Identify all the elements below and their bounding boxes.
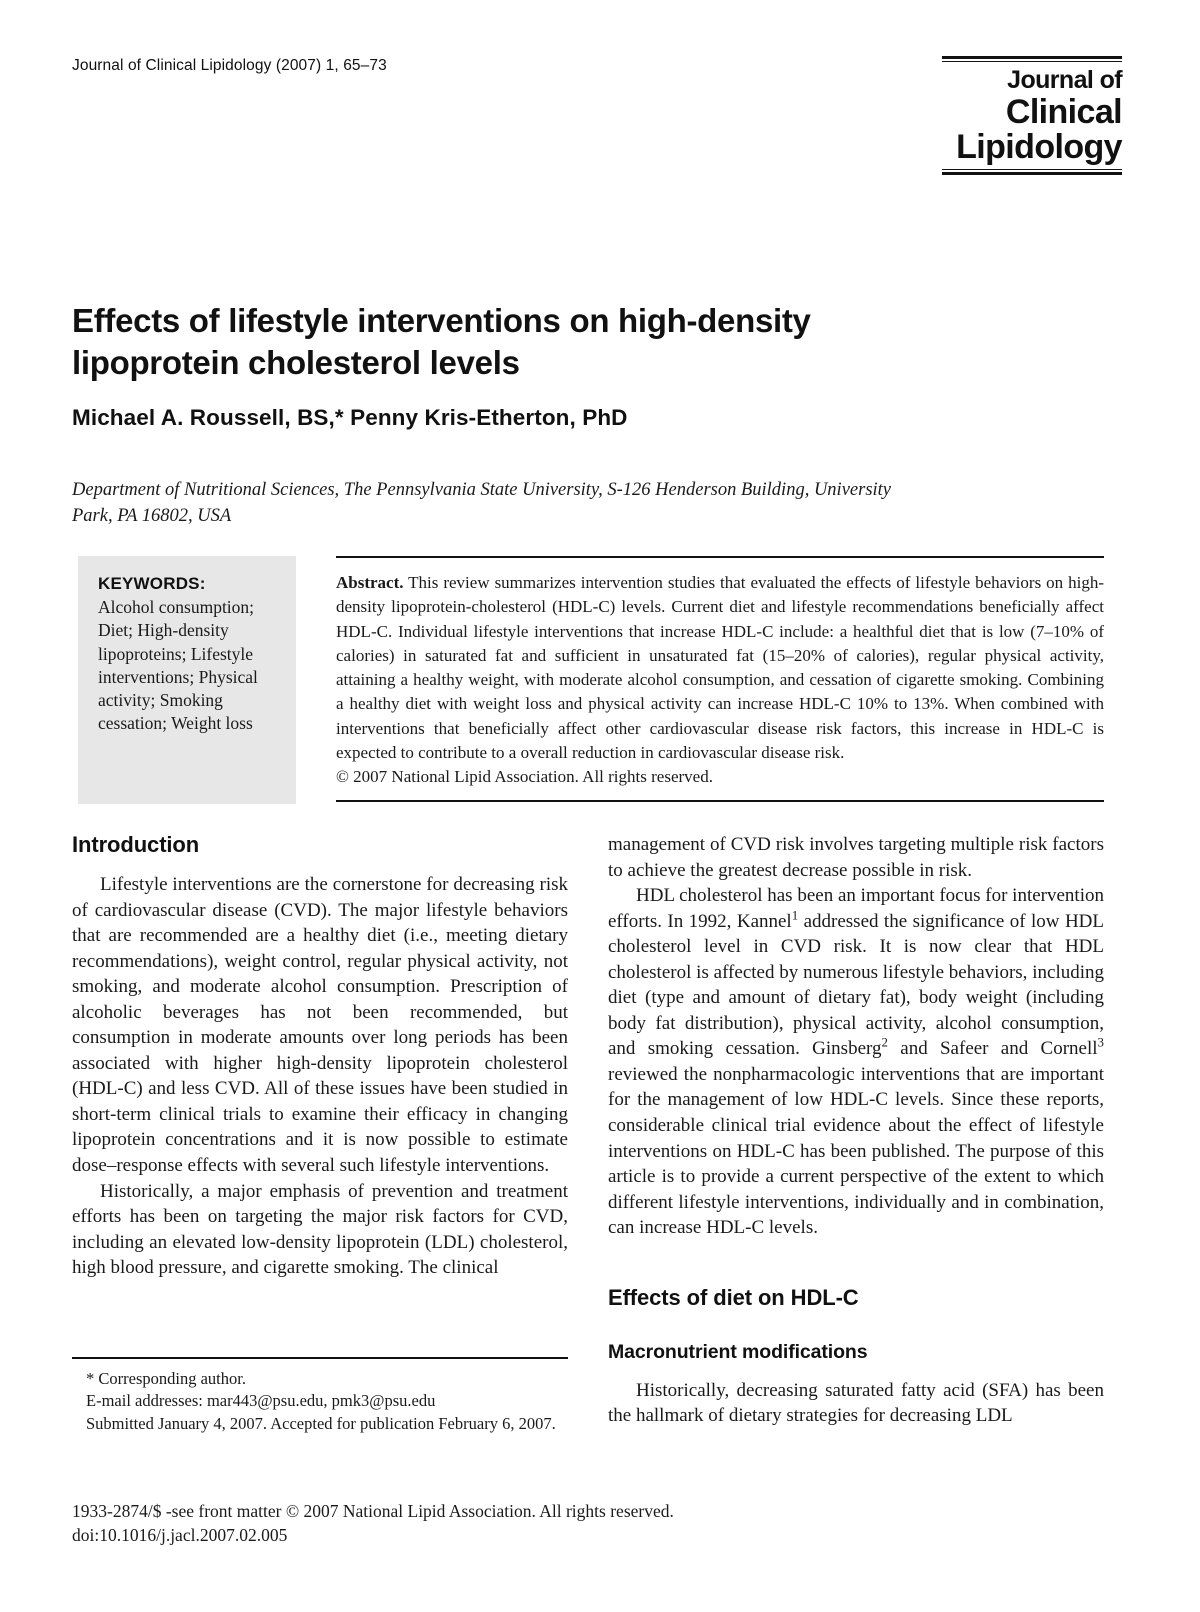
journal-logo: [942, 56, 1122, 175]
abstract-label: Abstract.: [336, 573, 404, 592]
affiliation: Department of Nutritional Sciences, The Pennsylvania State University, S-126 Henderson Building, University Park, PA 16802, USA: [72, 480, 892, 527]
logo-line-clinical: Clinical: [1005, 93, 1122, 131]
paragraph-right-2-part-d: reviewed the nonpharmacologic interventions that are important for the management of low HDL-C levels. Since these reports, considerable clinical trial evidence about the effect of lifestyle interventions on HDL-C has been published. The purpose of this article is to provide a current perspective of the extent to which different lifestyle interventions, individually and in combination, can increase HDL-C levels.: [608, 1063, 1104, 1239]
body-column-right: [608, 832, 1104, 1429]
abstract-body: This review summarizes intervention studies that evaluated the effects of lifestyle behaviors on high-density lipoprotein-cholesterol (HDL-C) levels. Current diet and lifestyle recommendations beneficially affect HDL-C. Individual lifestyle interventions that increase HDL-C include: a healthful diet that is low (7–10% of calories) in saturated fat and sufficient in unsaturated fat (15–20% of calories), regular physical activity, attaining a healthy weight, with moderate alcohol consumption, and cessation of cigarette smoking. Combining a healthy diet with weight loss and physical activity can increase HDL-C 10% to 13%. When combined with interventions that beneficially affect other cardiovascular disease risk factors, this increase in HDL-C is expected to contribute to a overall reduction in cardiovascular disease risk.: [336, 573, 1104, 763]
author-list: Michael A. Roussell, BS,* Penny Kris-Etherton, PhD: [72, 405, 628, 430]
heading-effects-of-diet: Effects of diet on HDL-C: [608, 1284, 859, 1310]
paragraph-intro-1: Lifestyle interventions are the cornerstone for decreasing risk of cardiovascular disease (CVD). The major lifestyle behaviors that are recommended are a healthy diet (i.e., meeting dietary recommendations), weight control, regular physical activity, not smoking, and moderate alcohol consumption. Prescription of alcoholic beverages has not been recommended, but consumption in moderate amounts over long periods has been associated with higher high-density lipoprotein cholesterol (HDL-C) and less CVD. All of these issues have been studied in short-term clinical trials to examine their efficacy in changing lipoprotein concentrations and it is now possible to estimate dose–response effects with several such lifestyle interventions.: [72, 874, 568, 1177]
citation-ref-3: 3: [1097, 1035, 1104, 1051]
logo-rule-top: [942, 56, 1122, 62]
paragraph-right-3: Historically, decreasing saturated fatty acid (SFA) has been the hallmark of dietary strategies for decreasing LDL: [608, 1379, 1104, 1427]
footnote-email-addresses: E-mail addresses: mar443@psu.edu, pmk3@psu.edu: [86, 1391, 436, 1411]
heading-introduction: Introduction: [72, 832, 200, 857]
abstract-block: [336, 556, 1104, 790]
paragraph-right-2-part-b: addressed the significance of low HDL cholesterol level in CVD risk. It is now clear that HDL cholesterol is affected by numerous lifestyle behaviors, including diet (type and amount of dietary fat), body weight (including body fat distribution), physical activity, alcohol consumption, and smoking cessation. Ginsberg: [608, 910, 1105, 1060]
keywords-heading: KEYWORDS:: [98, 574, 206, 593]
page-title: Effects of lifestyle interventions on high-density lipoprotein cholesterol levels: [72, 302, 811, 382]
heading-macronutrient-modifications: Macronutrient modifications: [608, 1340, 868, 1363]
logo-line-journal-of: Journal of: [1007, 66, 1122, 94]
paragraph-right-1: management of CVD risk involves targeting multiple risk factors to achieve the greatest decrease possible in risk.: [608, 834, 1104, 881]
abstract-text: [336, 571, 1104, 765]
footnote-block: [72, 1357, 568, 1435]
page-footer: [72, 1500, 972, 1548]
logo-rule-bottom: [942, 169, 1122, 175]
keywords-box: [78, 556, 296, 804]
footnote-rule: [72, 1357, 568, 1359]
citation-ref-2: 2: [881, 1035, 888, 1051]
footnote-submission-dates: Submitted January 4, 2007. Accepted for publication February 6, 2007.: [86, 1413, 556, 1433]
citation-ref-1: 1: [791, 907, 799, 923]
footer-doi-line: doi:10.1016/j.jacl.2007.02.005: [72, 1524, 288, 1545]
running-head: Journal of Clinical Lipidology (2007) 1, 65–73: [72, 57, 387, 74]
paragraph-intro-2: Historically, a major emphasis of prevention and treatment efforts has been on targeting the major risk factors for CVD, including an elevated low-density lipoprotein (LDL) cholesterol, high blood pressure, and cigarette smoking. The clinical: [72, 1180, 568, 1279]
paragraph-right-2: [608, 883, 1104, 1241]
keywords-list: Alcohol consumption; Diet; High-density lipoproteins; Lifestyle interventions; Physical activity; Smoking cessation; Weight loss: [98, 597, 258, 734]
paragraph-right-2-part-a: HDL cholesterol has been an important focus for intervention efforts. In 1992, Kannel: [608, 885, 1104, 932]
body-column-left: [72, 832, 568, 1281]
footer-issn-line: 1933-2874/$ -see front matter © 2007 National Lipid Association. All rights reserved.: [72, 1501, 674, 1521]
paragraph-right-2-part-c: and Safeer and Cornell: [887, 1038, 1098, 1060]
abstract-rule-bottom: [336, 800, 1104, 802]
footnote-corresponding-author: * Corresponding author.: [86, 1369, 246, 1388]
abstract-rule-top: [336, 556, 1104, 558]
logo-line-lipidology: Lipidology: [956, 128, 1122, 166]
abstract-copyright: © 2007 National Lipid Association. All rights reserved.: [336, 767, 713, 787]
